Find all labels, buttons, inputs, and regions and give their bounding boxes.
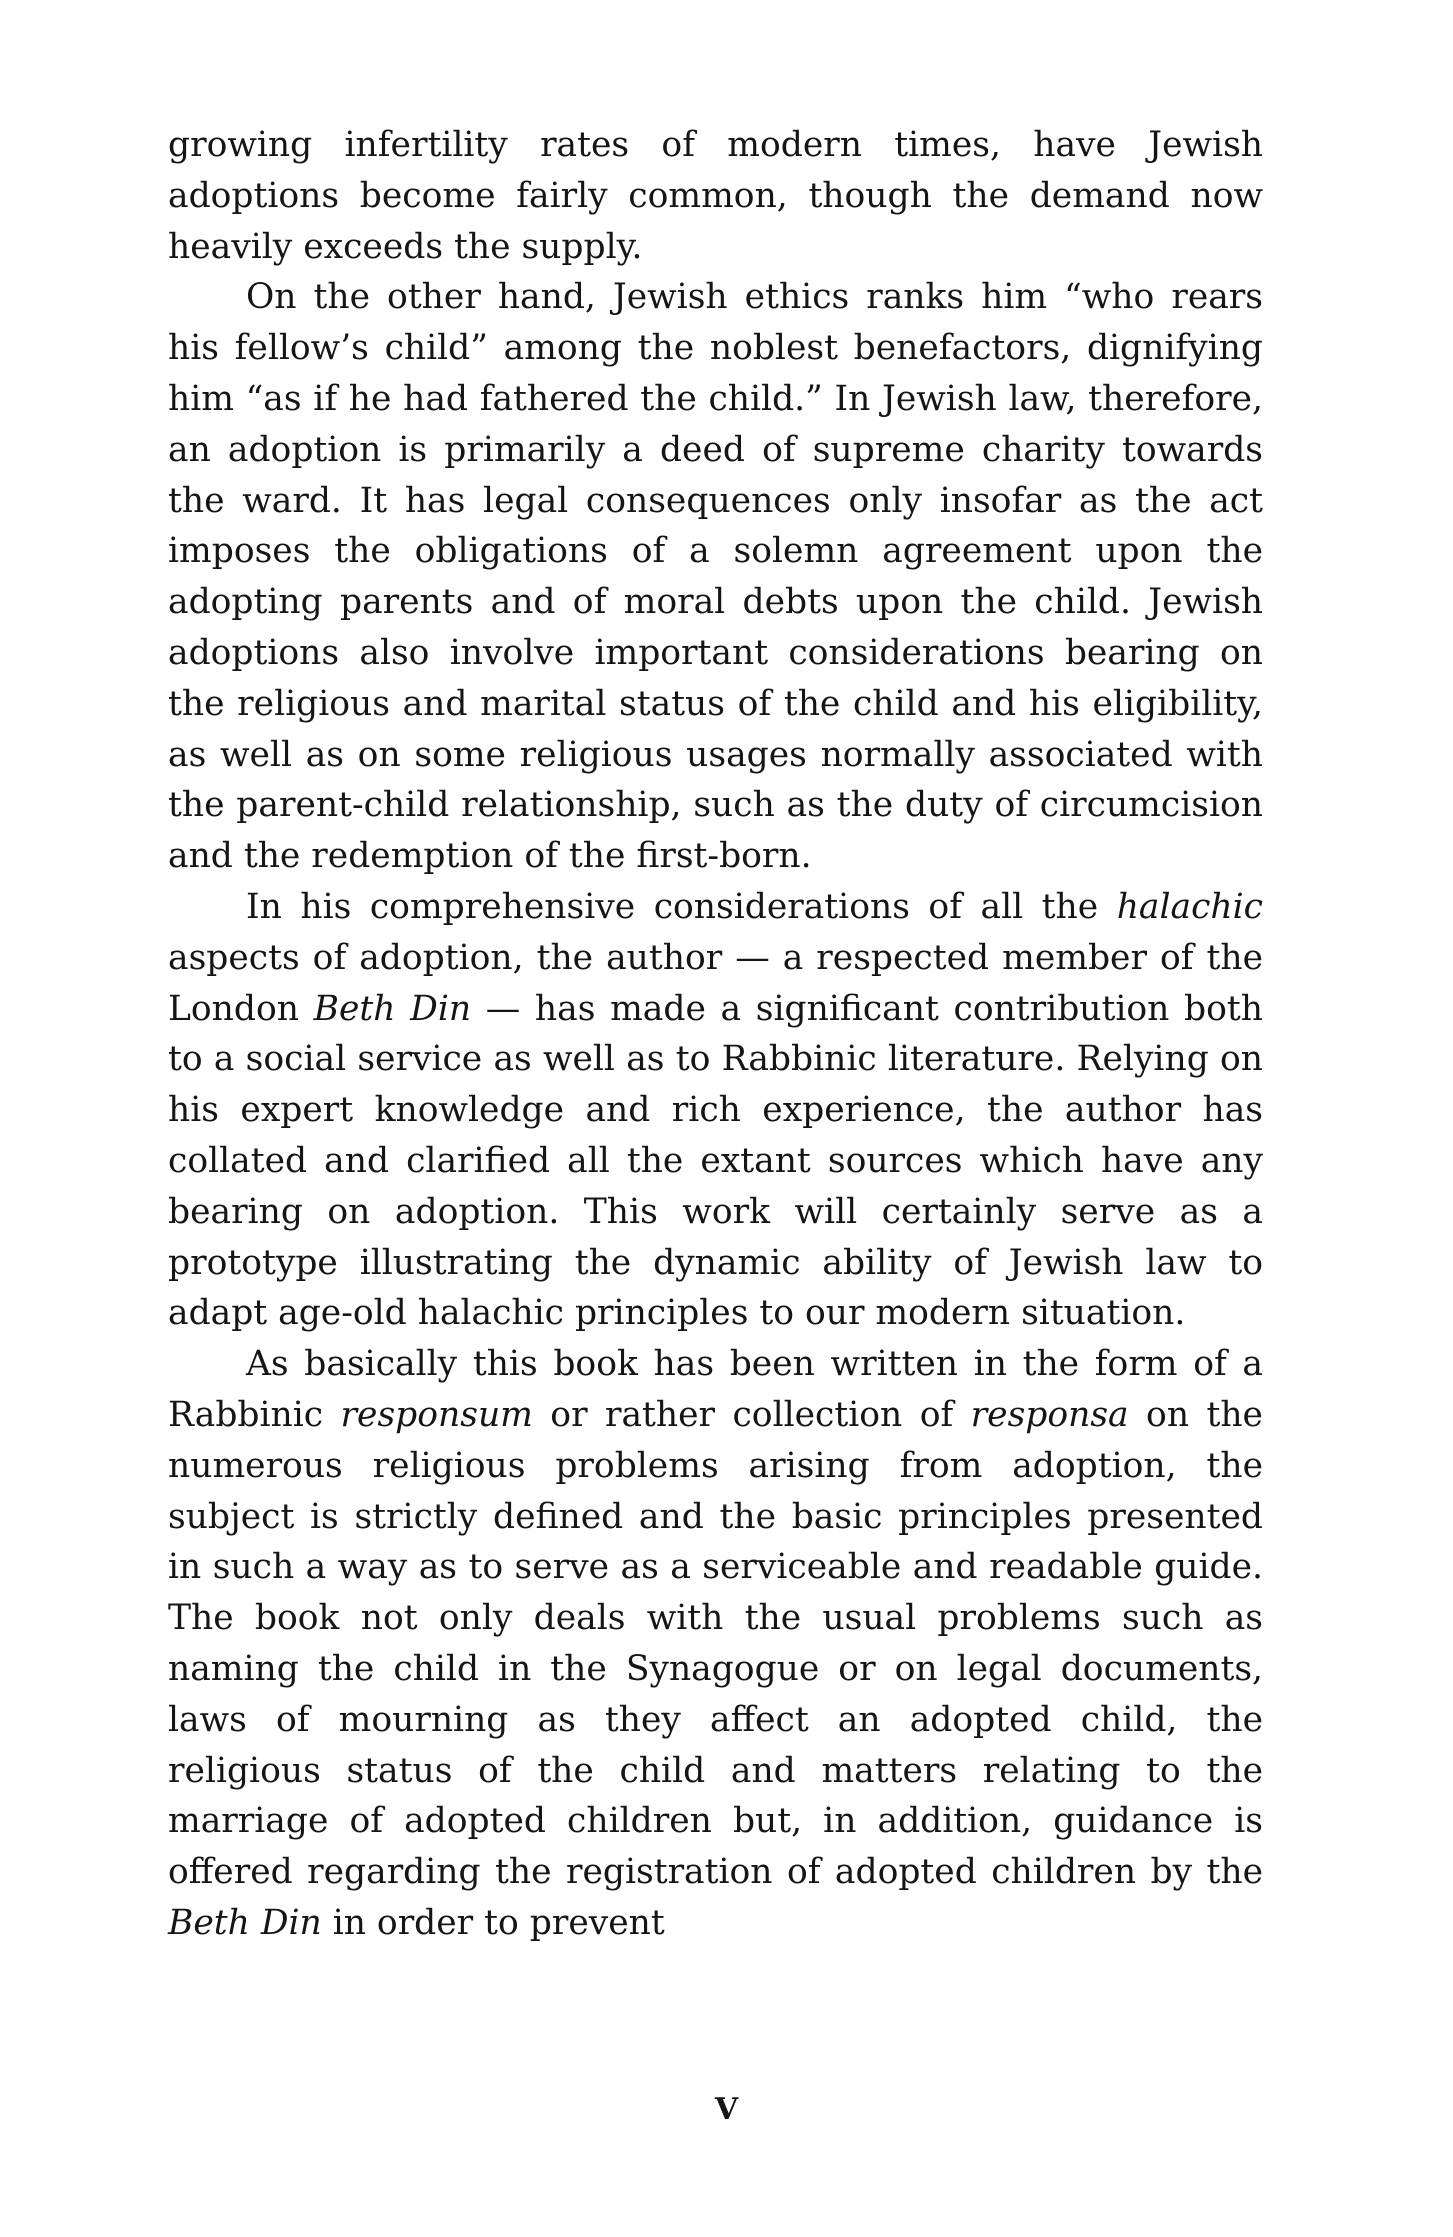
- text-segment: In his comprehensive considerations of all the: [246, 886, 1117, 927]
- paragraph-4: [168, 1339, 1263, 1949]
- text-segment: in order to prevent: [321, 1902, 665, 1943]
- page-number: V: [714, 2092, 739, 2127]
- paragraph-2: [168, 272, 1263, 882]
- text-segment: or rather collection of: [532, 1394, 971, 1435]
- italic-term: halachic: [1116, 886, 1263, 927]
- italic-term: Beth Din: [313, 988, 472, 1029]
- text-segment: As basically this book has been written in the form of a Rabbinic: [168, 1344, 1263, 1435]
- paragraph-3: [168, 882, 1263, 1339]
- text-segment: — has made a significant contribution both to a social service as well as to Rabbinic literature. Relying on his expert knowledge and rich experience, the author has collated and clarified all the extant sources which have any bearing on adoption. This work will certainly serve as a prototype illustrating the dynamic ability of Jewish law to adapt age-old halachic principles to our modern situation.: [168, 988, 1263, 1334]
- text-segment: growing infertility rates of modern times, have Jewish adoptions become fairly common, though the demand now heavily exceeds the supply.: [168, 125, 1263, 267]
- italic-term: Beth Din: [168, 1902, 322, 1943]
- text-segment: on the numerous religious problems arising from adoption, the subject is strictly defined and the basic principles presented in such a way as to serve as a serviceable and readable guide. The book not only deals with the usual problems such as naming the child in the Synagogue or on legal documents, laws of mourning as they affect an adopted child, the religious status of the child and matters relating to the marriage of adopted children but, in addition, guidance is offered regarding the registration of adopted children by the: [168, 1394, 1263, 1893]
- text-segment: aspects of adoption, the author — a respected member of the London: [168, 937, 1263, 1029]
- text-segment: On the other hand, Jewish ethics ranks him “who rears his fellow’s child” among the noblest benefactors, dignifying him “as if he had fathered the child.” In Jewish law, therefore, an adoption is primarily a deed of supreme charity towards the ward. It has legal consequences only insofar as the act imposes the obligations of a solemn agreement upon the adopting parents and of moral debts upon the child. Jewish adoptions also involve important considerations bearing on the religious and marital status of the child and his eligibility, as well as on some religious usages normally associated with the parent-child relationship, such as the duty of circumcision and the redemption of the first-born.: [168, 277, 1263, 877]
- body-text: [168, 120, 1263, 1949]
- italic-term: responsa: [970, 1394, 1129, 1435]
- paragraph-1: [168, 120, 1263, 272]
- italic-term: responsum: [340, 1394, 533, 1435]
